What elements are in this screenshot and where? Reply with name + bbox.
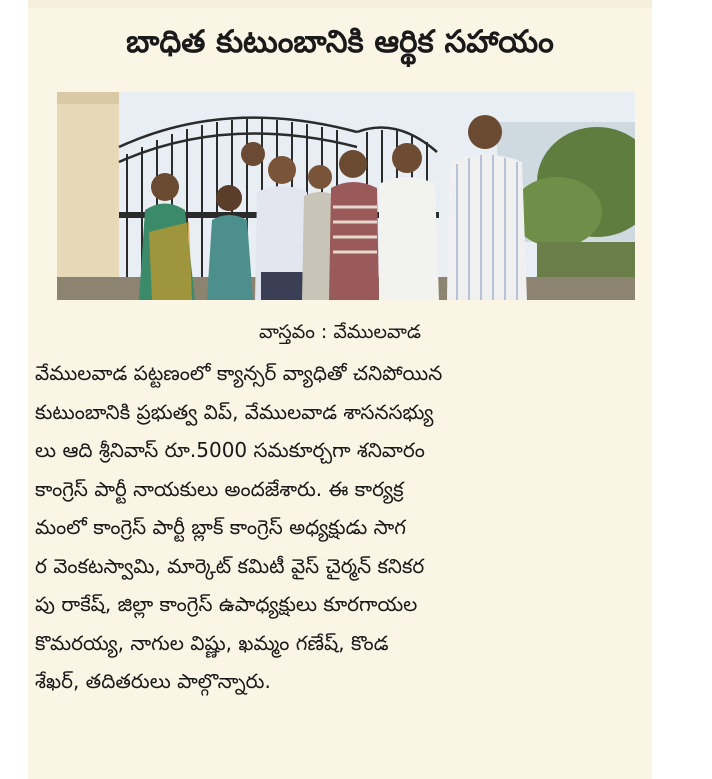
body-line: లు ఆది శ్రీనివాస్ రూ.5000 సమకూర్చగా శనివారం xyxy=(35,438,425,462)
body-line: పు రాకేష్, జిల్లా కాంగ్రెస్ ఉపాధ్యక్షులు కూరగాయల xyxy=(35,592,418,616)
body-line: మంలో కాంగ్రెస్ పార్టీ బ్లాక్ కాంగ్రెస్ అధ్యక్షుడు సాగ xyxy=(35,515,406,539)
body-line: కాంగ్రెస్ పార్టీ నాయకులు అందజేశారు. ఈ కార్యక్ర xyxy=(35,476,404,501)
body-line: శేఖర్, తదితరులు పాల్గొన్నారు. xyxy=(35,669,271,693)
article-headline: బాధిత కుటుంబానికి ఆర్థిక సహాయం xyxy=(126,24,554,60)
body-line: ర వెంకటస్వామి, మార్కెట్ కమిటీ వైస్ చైర్మన్ కనికర xyxy=(35,553,425,578)
article-body xyxy=(35,354,647,701)
body-line: వేములవాడ పట్టణంలో క్యాన్సర్ వ్యాధితో చనిపోయిన xyxy=(35,361,443,385)
article-dateline: వాస్తవం : వేములవాడ xyxy=(259,321,421,343)
group-photo-illustration xyxy=(57,92,635,300)
newspaper-clipping xyxy=(28,0,652,779)
article-photo xyxy=(57,92,635,300)
body-line: కొమరయ్య, నాగుల విష్ణు, ఖమ్మం గణేష్, కొండ xyxy=(35,630,389,655)
previous-article-edge xyxy=(28,0,652,8)
body-line: కుటుంబానికి ప్రభుత్వ విప్, వేములవాడ శాసనసభ్యు xyxy=(35,399,434,424)
